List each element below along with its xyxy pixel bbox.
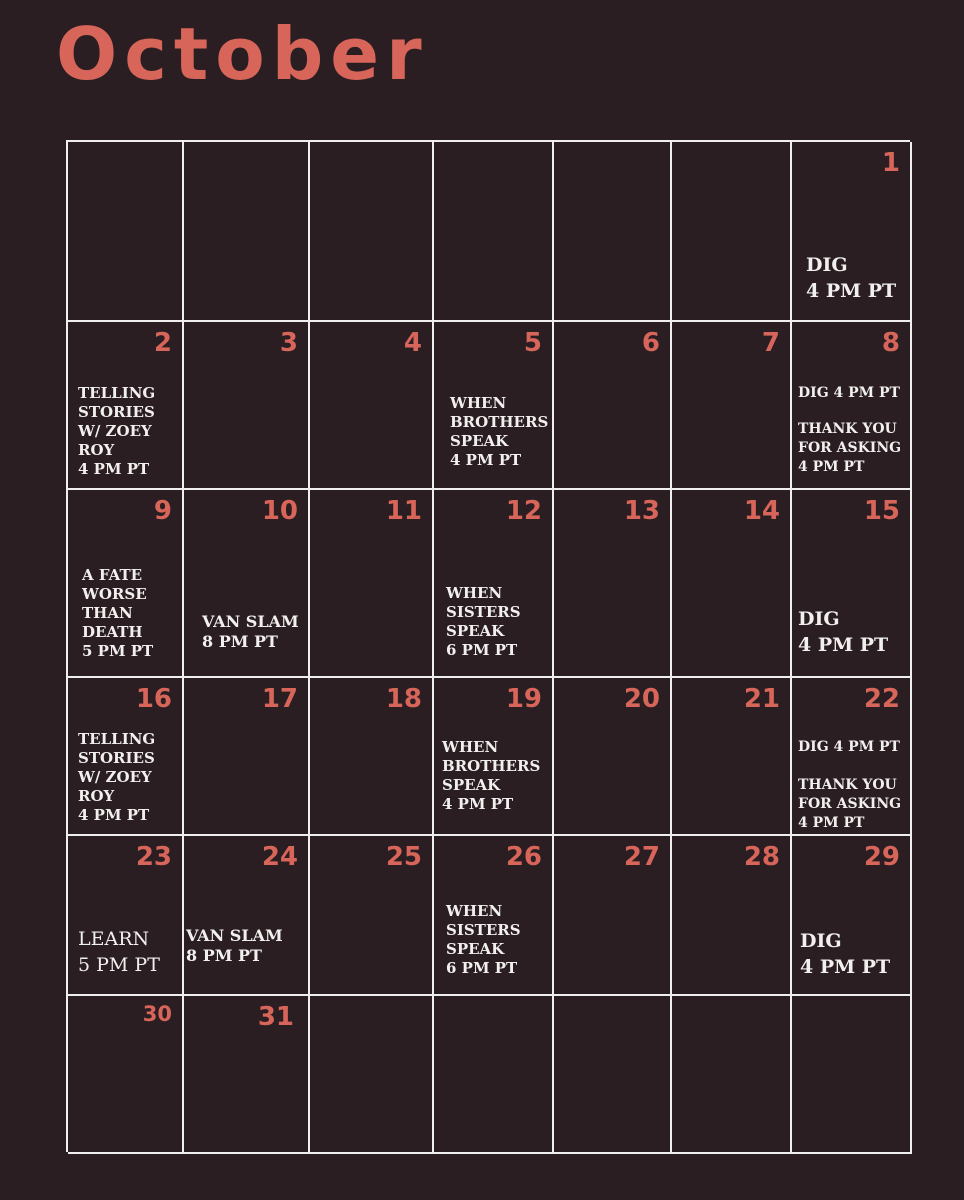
day-cell-16	[68, 678, 184, 836]
day-number: 27	[623, 842, 660, 872]
event-text: VAN SLAM 8 PM PT	[202, 612, 299, 651]
event-text: WHEN SISTERS SPEAK 6 PM PT	[446, 584, 521, 659]
day-number: 30	[142, 1002, 172, 1026]
day-number: 23	[135, 842, 172, 872]
day-cell-4	[310, 322, 434, 490]
day-cell-14	[672, 490, 792, 678]
day-number: 21	[743, 684, 780, 714]
month-title: October	[56, 12, 429, 96]
day-number: 7	[761, 328, 780, 358]
day-cell-17	[184, 678, 310, 836]
day-number: 22	[863, 684, 900, 714]
day-cell-29	[792, 836, 912, 996]
day-cell	[434, 142, 554, 322]
day-number: 14	[743, 496, 780, 526]
day-number: 15	[863, 496, 900, 526]
day-cell	[184, 142, 310, 322]
day-number: 4	[403, 328, 422, 358]
event-text: TELLING STORIES W/ ZOEY ROY 4 PM PT	[78, 384, 156, 478]
day-number: 3	[279, 328, 298, 358]
day-number: 6	[641, 328, 660, 358]
event-text: WHEN SISTERS SPEAK 6 PM PT	[446, 902, 521, 977]
day-cell-1	[792, 142, 912, 322]
day-cell-24	[184, 836, 310, 996]
event-text: DIG 4 PM PT	[806, 254, 897, 302]
day-number: 5	[523, 328, 542, 358]
day-number: 1	[881, 148, 900, 178]
day-cell-28	[672, 836, 792, 996]
day-cell-2	[68, 322, 184, 490]
event-text: WHEN BROTHERS SPEAK 4 PM PT	[450, 394, 549, 469]
day-cell	[68, 142, 184, 322]
day-number: 18	[385, 684, 422, 714]
day-number: 8	[881, 328, 900, 358]
day-cell-18	[310, 678, 434, 836]
day-cell	[434, 996, 554, 1154]
day-cell-26	[434, 836, 554, 996]
day-cell	[672, 142, 792, 322]
day-cell-22	[792, 678, 912, 836]
day-number: 11	[385, 496, 422, 526]
day-cell-8	[792, 322, 912, 490]
day-cell	[310, 996, 434, 1154]
day-cell	[554, 142, 672, 322]
day-cell-23	[68, 836, 184, 996]
day-cell-15	[792, 490, 912, 678]
day-number: 10	[261, 496, 298, 526]
day-number: 13	[623, 496, 660, 526]
event-text: DIG 4 PM PT	[798, 385, 900, 401]
day-number: 9	[153, 496, 172, 526]
day-cell-31	[184, 996, 310, 1154]
day-cell-27	[554, 836, 672, 996]
event-text: THANK YOU FOR ASKING 4 PM PT	[798, 421, 902, 475]
day-cell-11	[310, 490, 434, 678]
day-cell	[310, 142, 434, 322]
event-text: TELLING STORIES W/ ZOEY ROY 4 PM PT	[78, 730, 156, 824]
day-number: 28	[743, 842, 780, 872]
event-text: DIG 4 PM PT	[800, 930, 891, 978]
day-number: 26	[505, 842, 542, 872]
calendar-grid	[66, 140, 910, 1152]
day-cell-13	[554, 490, 672, 678]
day-number: 16	[135, 684, 172, 714]
day-cell-3	[184, 322, 310, 490]
day-cell-5	[434, 322, 554, 490]
day-cell-21	[672, 678, 792, 836]
day-number: 29	[863, 842, 900, 872]
day-cell-9	[68, 490, 184, 678]
day-cell-19	[434, 678, 554, 836]
event-text: DIG 4 PM PT	[798, 608, 889, 656]
day-number: 25	[385, 842, 422, 872]
day-cell-12	[434, 490, 554, 678]
day-cell	[554, 996, 672, 1154]
event-text: WHEN BROTHERS SPEAK 4 PM PT	[442, 738, 541, 813]
day-cell-25	[310, 836, 434, 996]
day-cell-20	[554, 678, 672, 836]
day-cell-6	[554, 322, 672, 490]
day-cell-7	[672, 322, 792, 490]
event-text: VAN SLAM 8 PM PT	[186, 926, 283, 965]
event-text: LEARN 5 PM PT	[78, 928, 160, 976]
day-number: 20	[623, 684, 660, 714]
day-number: 2	[153, 328, 172, 358]
day-number: 12	[505, 496, 542, 526]
day-number: 19	[505, 684, 542, 714]
day-number: 17	[261, 684, 298, 714]
day-cell-10	[184, 490, 310, 678]
day-number: 31	[257, 1002, 294, 1032]
day-cell-30	[68, 996, 184, 1154]
day-number: 24	[261, 842, 298, 872]
day-cell	[672, 996, 792, 1154]
day-cell	[792, 996, 912, 1154]
event-text: DIG 4 PM PT	[798, 739, 900, 755]
event-text: THANK YOU FOR ASKING 4 PM PT	[798, 777, 902, 831]
event-text: A FATE WORSE THAN DEATH 5 PM PT	[82, 566, 154, 660]
